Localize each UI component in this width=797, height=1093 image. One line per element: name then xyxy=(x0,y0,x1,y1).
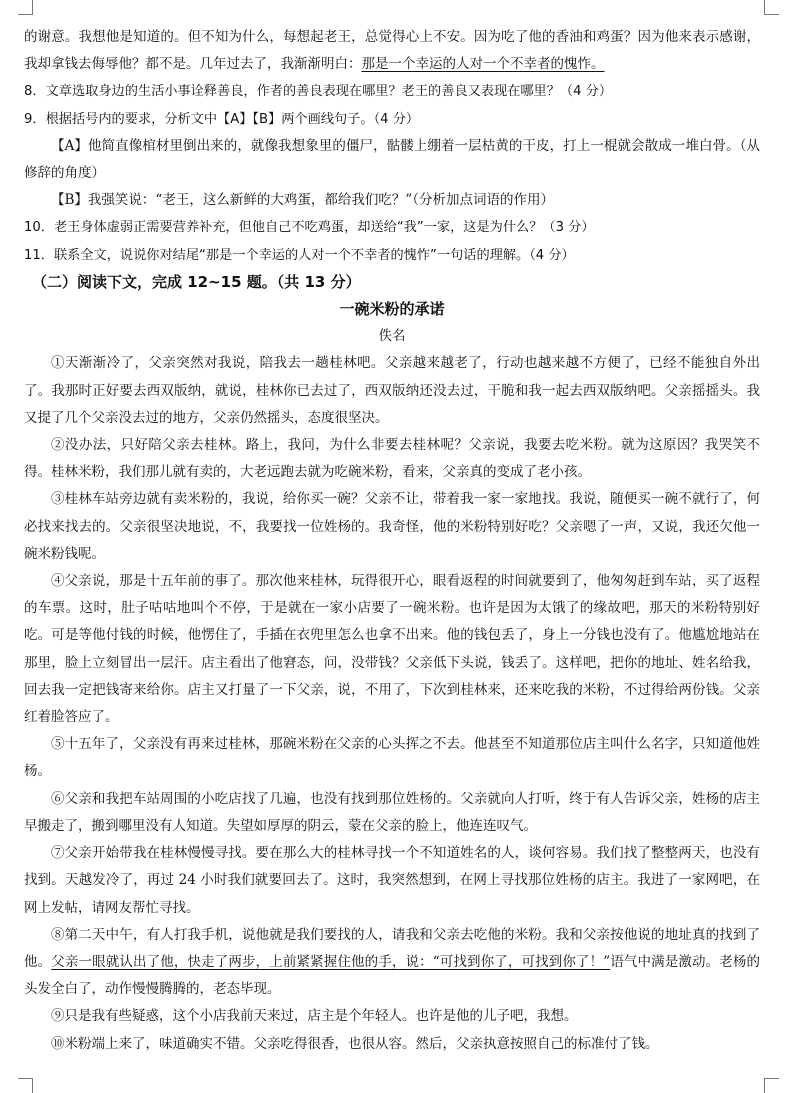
question-10: 10．老王身体虚弱正需要营养补充，但他自己不吃鸡蛋，却送给“我”一家，这是为什么？（3 分） xyxy=(24,220,595,236)
crop-mark-bottom-right xyxy=(764,1078,779,1093)
question-9: 9．根据括号内的要求，分析文中【A】【B】两个画线句子。（4 分） xyxy=(24,111,420,127)
article-paragraph-4: ④父亲说，那是十五年前的事了。那次他来桂林，玩得很开心，眼看返程的时间就要到了，他匆匆赶到车站，买了返程的车票。这时，肚子咕咕地叫个不停，于是就在一家小店要了一碗米粉。也许是因为太饿了的缘故吧，那天的米粉特别好吃。可是等他付钱的时候，他愣住了，手插在衣兜里怎么也拿不出来。他的钱包丢了，身上一分钱也没有了。他尴尬地站在那里，脸上立刻冒出一层汗。店主看出了他窘态，问，没带钱？父亲低下头说，钱丢了。这样吧，把你的地址、姓名给我，回去我一定把钱寄来给你。店主又打量了一下父亲，说，不用了，下次到桂林来，还来吃我的米粉，不过得给两份钱。父亲红着脸答应了。 xyxy=(24,573,760,726)
paragraph-8-underlined: 父亲一眼就认出了他，快走了两步，上前紧紧握住他的手，说：“可找到你了，可找到你了！” xyxy=(51,953,611,970)
article-paragraph-2: ②没办法，只好陪父亲去桂林。路上，我问，为什么非要去桂林呢？父亲说，我要去吃米粉。就为这原因？我哭笑不得。桂林米粉，我们那儿就有卖的，大老远跑去就为吃碗米粉，看来，父亲真的变成了老小孩。 xyxy=(24,437,760,481)
crop-mark-top-left xyxy=(18,0,33,15)
passage-tail-line-2: 来表示感谢，我却拿钱去侮辱他？都不是。几年过去了，我渐渐明白： xyxy=(24,29,761,73)
article-title: 一碗米粉的承诺 xyxy=(339,300,445,319)
article-paragraph-3: ③桂林车站旁边就有卖米粉的，我说，给你买一碗？父亲不让，带着我一家一家地找。我说，随便买一碗不就行了，何必找来找去的。父亲很坚决地说，不，我要找一位姓杨的。我奇怪，他的米粉特别好吃？父亲嗯了一声，又说，我还欠他一碗米粉钱呢。 xyxy=(24,491,760,562)
article-paragraph-7: ⑦父亲开始带我在桂林慢慢寻找。要在那么大的桂林寻找一个不知道姓名的人，谈何容易。我们找了整整两天，也没有找到。天越发冷了，再过 24 小时我们就要回去了。这时，我突然想到，在网上寻找那位姓杨的店主。我进了一家网吧，在网上发帖，请网友帮忙寻找。 xyxy=(24,845,760,916)
crop-mark-bottom-left xyxy=(18,1078,33,1093)
passage-tail-line-1: 的谢意。我想他是知道的。但不知为什么，每想起老王，总觉得心上不安。因为吃了他的香油和鸡蛋？因为他 xyxy=(24,29,679,45)
article-paragraph-5: ⑤十五年了，父亲没有再来过桂林，那碗米粉在父亲的心头挥之不去。他甚至不知道那位店主叫什么名字，只知道他姓杨。 xyxy=(24,736,760,780)
article-paragraph-1: ①天渐渐冷了，父亲突然对我说，陪我去一趟桂林吧。父亲越来越老了，行动也越来越不方便了，已经不能独自外出了。我那时正好要去西双版纳，就说，桂林你已去过了，西双版纳还没去过，干脆和我一起去西双版纳吧。父亲摇摇头。我又提了几个父亲没去过的地方，父亲仍然摇头，态度很坚决。 xyxy=(24,355,760,426)
paragraph-8-end: 语气中满是激动。老杨的头发全白了，动作慢慢腾腾的，老态毕现。 xyxy=(24,953,761,998)
article-paragraph-10: ⑩米粉端上来了，味道确实不错。父亲吃得很香，也很从容。然后，父亲执意按照自己的标准付了钱。 xyxy=(51,1035,659,1052)
passage-tail xyxy=(24,24,760,78)
question-9-sentence-a: 【A】他简直像棺材里倒出来的，就像我想象里的僵尸，骷髅上绷着一层枯黄的干皮，打上一棍就会散成一堆白骨。（从修辞的角度） xyxy=(24,137,760,182)
crop-mark-top-right xyxy=(764,0,779,15)
article-paragraph-9: ⑨只是我有些疑惑，这个小店我前天来过，店主是个年轻人。也许是他的儿子吧，我想。 xyxy=(51,1008,578,1025)
question-9-sentence-b: 【B】我强笑说：“老王，这么新鲜的大鸡蛋，都给我们吃？”（分析加点词语的作用） xyxy=(51,192,554,209)
underlined-sentence: 那是一个幸运的人对一个不幸者的愧怍。 xyxy=(361,56,605,73)
page-content xyxy=(24,24,760,1058)
section-heading: （二）阅读下文，完成 12~15 题。（共 13 分） xyxy=(32,272,361,291)
article-paragraph-6: ⑥父亲和我把车站周围的小吃店找了几遍，也没有找到那位姓杨的。父亲就向人打听，终于有人告诉父亲，姓杨的店主早搬走了，搬到哪里没有人知道。失望如厚厚的阴云，蒙在父亲的脸上，他连连叹气。 xyxy=(24,790,760,834)
question-8: 8．文章选取身边的生活小事诠释善良，作者的善良表现在哪里？老王的善良又表现在哪里？（4 分） xyxy=(24,84,613,100)
paragraph-8-start: ⑧第二天中午，有人打我手机，说他就是我们要找的人，请我和父亲去吃他的米粉。我和父亲按他说的地址真的找到了他。 xyxy=(24,926,760,970)
question-11: 11．联系全文，说说你对结尾“那是一个幸运的人对一个不幸者的愧怍”一句话的理解。（4 分） xyxy=(24,247,575,263)
article-author: 佚名 xyxy=(378,328,406,345)
article-paragraph-8 xyxy=(24,922,760,1004)
